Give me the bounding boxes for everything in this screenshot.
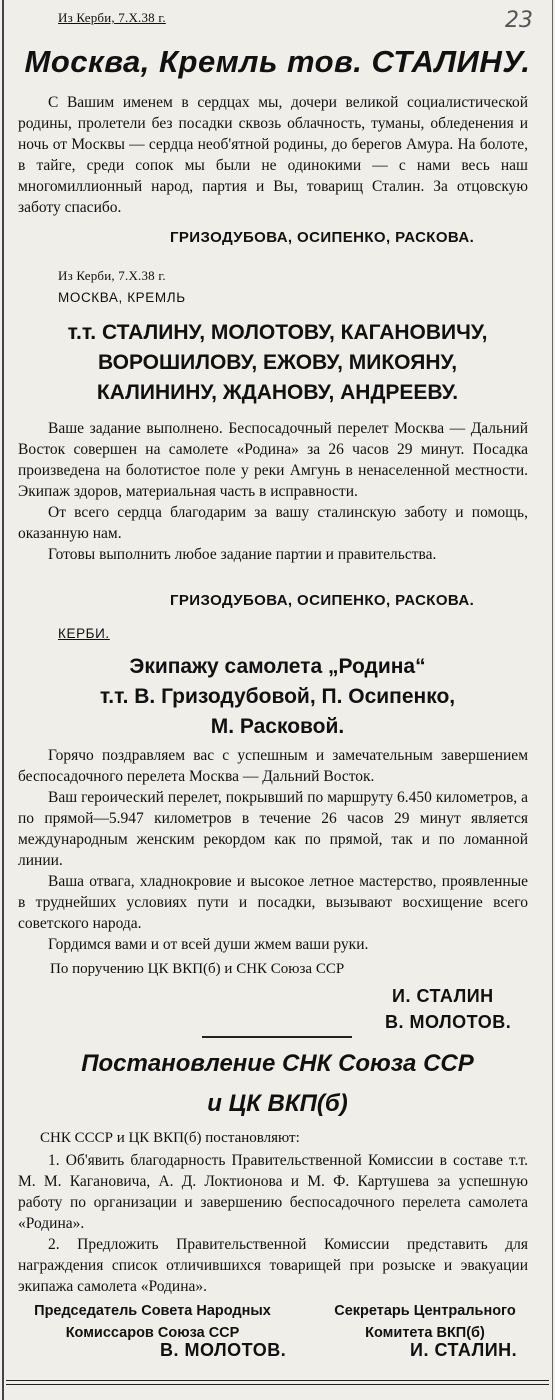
telegram2-heading-line: ВОРОШИЛОВУ, ЕЖОВУ, МИКОЯНУ,: [97, 351, 458, 374]
bottom-double-rule: [6, 1380, 549, 1385]
telegram2-dateline: Из Керби, 7.X.38 г.: [58, 268, 166, 283]
decree-items: [18, 1150, 528, 1297]
telegram3-paragraph: Ваша отвага, хладнокровие и высокое летное мастерство, проявленные в труднейших условиях пути и посадки, вызывают восхищение всего советского народа.: [18, 873, 528, 932]
right-title-line: Комитета ВКП(б): [365, 1325, 485, 1341]
telegram3-heading-line: М. Расковой.: [210, 715, 345, 738]
decree-item: 1. Об'явить благодарность Правительственной Комиссии в составе т.т. М. М. Кагановича, А. Д. Локтионова и М. Ф. Картушева за успешную работу по организации и завершению беспосадочного перелета самолета «Родина».: [18, 1152, 528, 1232]
telegram3-paragraph: Ваш героический перелет, покрывший по маршруту 6.450 километров, а по прямой—5.947 километров в течение 26 часов 29 минут является международным женским рекордом как по прямой, так и по ломанной линии.: [18, 789, 528, 869]
telegram2-paragraph: Ваше задание выполнено. Беспосадочный перелет Москва — Дальний Восток совершен на самолете «Родина» за 26 часов 29 минут. Посадка произведена на болотистое поле у реки Амгунь в ненаселенной местности. Экипаж здоров, материальная часть в исправности.: [18, 420, 528, 500]
telegram2-paragraph: От всего сердца благодарим за вашу сталинскую заботу и помощь, оказанную нам.: [18, 504, 528, 542]
decree-intro: СНК СССР и ЦК ВКП(б) постановляют:: [40, 1130, 300, 1146]
decree-heading: [0, 1044, 555, 1124]
telegram2-address: МОСКВА, КРЕМЛЬ: [58, 290, 186, 305]
decree-heading-line: и ЦК ВКП(б): [207, 1090, 348, 1117]
telegram3-signature-stalin: И. СТАЛИН: [392, 986, 494, 1006]
decree-item: 2. Предложить Правительственной Комиссии представить для награждения список отличившихся товарищей при розыске и эвакуации экипажа самолета «Родина».: [18, 1236, 528, 1295]
telegram2-heading-line: т.т. СТАЛИНУ, МОЛОТОВУ, КАГАНОВИЧУ,: [67, 321, 488, 344]
telegram1-signature: ГРИЗОДУБОВА, ОСИПЕНКО, РАСКОВА.: [170, 229, 475, 246]
telegram1-heading: Москва, Кремль тов. СТАЛИНУ.: [24, 44, 531, 79]
telegram3-heading: [0, 652, 555, 742]
telegram3-commission-line: По поручению ЦК ВКП(б) и СНК Союза ССР: [50, 961, 345, 977]
decree-left-signatory-name: В. МОЛОТОВ.: [160, 1340, 287, 1360]
right-title-line: Секретарь Центрального: [334, 1303, 516, 1319]
telegram3-heading-line: т.т. В. Гризодубовой, П. Осипенко,: [99, 685, 456, 708]
telegram3-paragraph: Горячо поздравляем вас с успешным и замечательным завершением беспосадочного перелета Москва — Дальний Восток.: [18, 747, 528, 785]
telegram1-body: [18, 92, 528, 218]
section-divider: [202, 1036, 352, 1038]
telegram2-heading: [0, 318, 555, 408]
telegram1-paragraph: С Вашим именем в сердцах мы, дочери великой социалистической родины, пролетели без посадки сквозь облачность, туманы, обледенения и ночь от Москвы — сердца необ'ятной родины, до берегов Амура. На болоте, в тайге, среди сопок мы были не одинокими — с нами весь наш многомиллионный народ, партия и Вы, товарищ Сталин. За отцовскую заботу спасибо.: [18, 94, 528, 216]
left-title-line: Комиссаров Союза ССР: [65, 1325, 240, 1341]
telegram1-dateline: Из Керби, 7.X.38 г.: [58, 10, 166, 25]
telegram3-address: КЕРБИ.: [58, 626, 110, 641]
left-title-line: Председатель Совета Народных: [34, 1303, 271, 1319]
telegram3-paragraph: Гордимся вами и от всей души жмем ваши руки.: [48, 936, 369, 953]
telegram2-heading-line: КАЛИНИНУ, ЖДАНОВУ, АНДРЕЕВУ.: [96, 381, 459, 404]
decree-left-signatory-title: [20, 1300, 285, 1344]
telegram2-paragraph: Готовы выполнить любое задание партии и правительства.: [48, 546, 437, 563]
telegram3-heading-line: Экипажу самолета „Родина“: [129, 655, 426, 678]
telegram2-body: [18, 418, 528, 565]
telegram2-signature: ГРИЗОДУБОВА, ОСИПЕНКО, РАСКОВА.: [170, 592, 475, 609]
decree-right-signatory-name: И. СТАЛИН.: [410, 1340, 518, 1360]
decree-heading-line: Постановление СНК Союза ССР: [81, 1050, 474, 1077]
handwritten-page-number: 23: [505, 8, 533, 33]
decree-right-signatory-title: [300, 1300, 550, 1344]
telegram3-body: [18, 745, 528, 955]
telegram3-signature-molotov: В. МОЛОТОВ.: [385, 1012, 512, 1032]
